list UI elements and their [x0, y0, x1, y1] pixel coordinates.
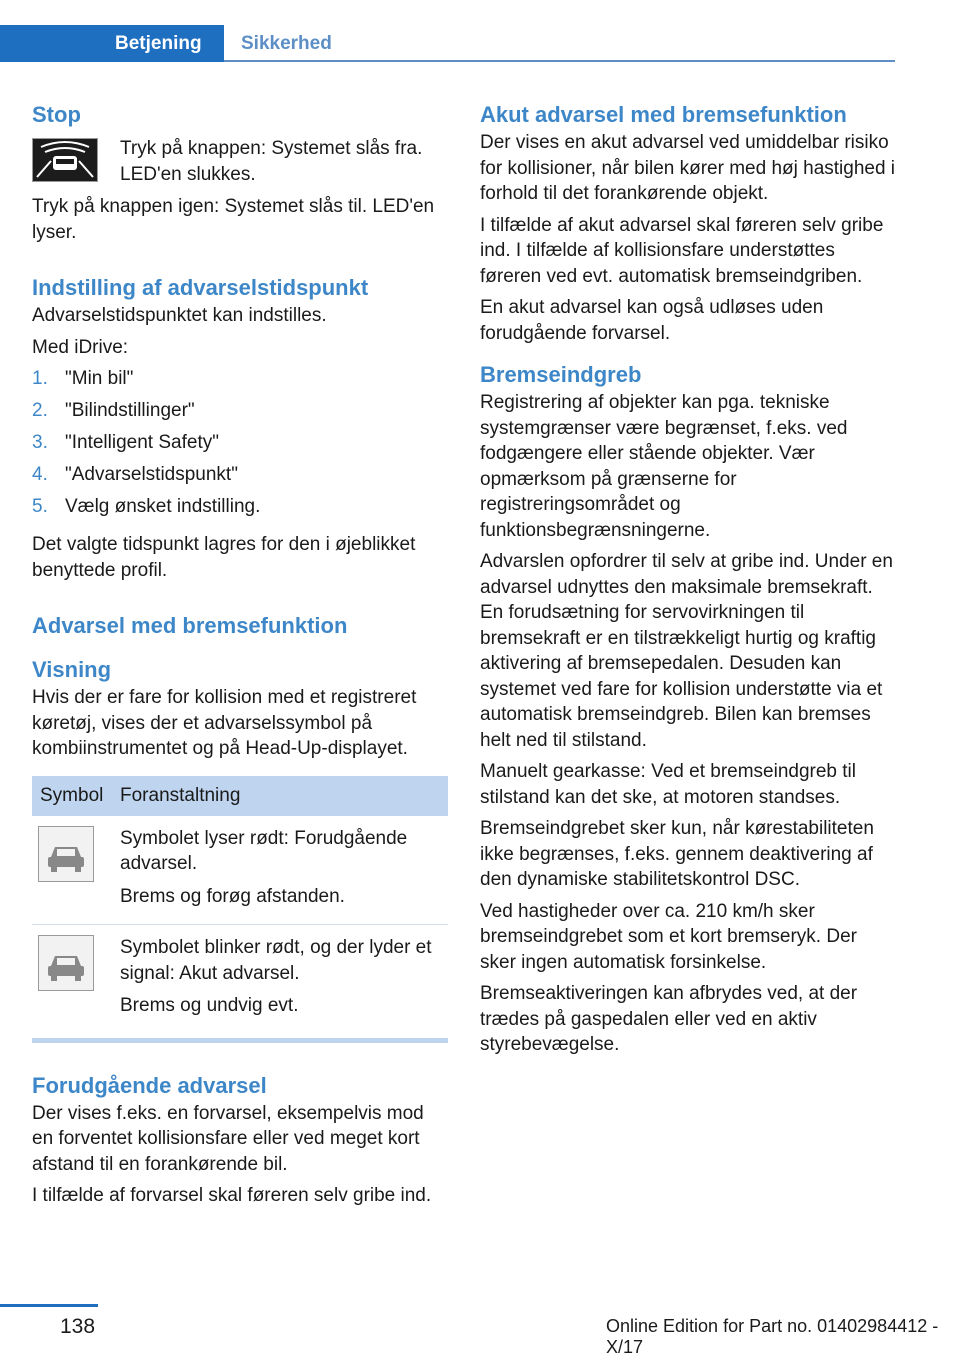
step-number: 3. — [32, 432, 48, 453]
pre-warning-p1: Der vises f.eks. en forvarsel, eksempelvis mod en forventet kollisionsfare eller ved meget kort afstand til en forankørende bil. — [32, 1102, 424, 1175]
action-line-2: Brems og forøg afstanden. — [120, 885, 345, 907]
action-line-1: Symbolet blinker rødt, og der lyder et signal: Akut advarsel. — [120, 937, 432, 984]
table-header — [32, 776, 448, 816]
step-number: 2. — [32, 400, 48, 421]
list-item — [32, 462, 448, 494]
step-text: "Intelligent Safety" — [65, 432, 219, 453]
timing-p2: Med iDrive: — [32, 336, 129, 358]
lane-warning-button-icon — [32, 138, 98, 182]
left-column — [32, 100, 448, 1215]
timing-p1: Advarselstidspunktet kan indstilles. — [32, 305, 327, 326]
idrive-steps — [32, 366, 448, 526]
stop-heading: Stop — [32, 102, 81, 127]
stop-text-2: Tryk på knappen igen: Systemet slås til. LED'en lyser. — [32, 196, 435, 243]
tab-sikkerhed[interactable]: Sikkerhed — [241, 33, 332, 54]
column-header-symbol: Symbol — [32, 776, 120, 816]
page-number: 138 — [60, 1315, 96, 1338]
step-number: 4. — [32, 464, 48, 485]
step-number: 5. — [32, 496, 48, 517]
brake-warning-heading: Advarsel med bremsefunktion — [32, 613, 348, 638]
action-line-1: Symbolet lyser rødt: Forudgående advarsel. — [120, 827, 408, 874]
car-warning-icon — [38, 935, 94, 991]
step-text: "Min bil" — [65, 368, 134, 389]
braking-p5: Ved hastigheder over ca. 210 km/h sker bremseindgrebet som et kort bremseryk. Der sker ingen automatisk forsinkelse. — [480, 900, 857, 973]
timing-p3: Det valgte tidspunkt lagres for den i øjeblikket benyttede profil. — [32, 534, 416, 581]
braking-p1: Registrering af objekter kan pga. tekniske systemgrænser være begrænset, f.eks. ved fodgængere eller stående objekter. Vær opmærksom på grænserne for registreringsområdet og funktionsbegrænsningerne. — [480, 392, 848, 541]
stop-text: Tryk på knappen: Systemet slås fra. LED'en slukkes. — [120, 138, 423, 185]
action-line-2: Brems og undvig evt. — [120, 995, 299, 1016]
stop-row — [32, 136, 448, 187]
list-item — [32, 494, 448, 526]
braking-p2: Advarslen opfordrer til selv at gribe ind. Under en advarsel udnyttes den maksimale bremsekraft. En forudsætning for servovirkningen til bremsekraft er en tilstrækkeligt hurtig og kraftig aktivering af bremsepedalen. Desuden kan systemet ved fare for kollision understøtte via et automatisk bremseindgreb. Bilen kan bremses helt ned til stilstand. — [480, 551, 893, 751]
header-tabs — [0, 0, 895, 62]
braking-p4: Bremseindgrebet sker kun, når kørestabiliteten ikke begrænses, f.eks. gennem deaktivering af den dynamiske stabilitetskontrol DSC. — [480, 818, 874, 890]
footer-rule — [0, 1304, 98, 1307]
list-item — [32, 398, 448, 430]
braking-p6: Bremseaktiveringen kan afbrydes ved, at der trædes på gaspedalen eller ved en aktiv styrebevægelse. — [480, 983, 858, 1055]
symbol-cell — [32, 816, 120, 925]
table-bottom-rule — [32, 1038, 448, 1043]
pre-warning-p2: I tilfælde af forvarsel skal føreren selv gribe ind. — [32, 1185, 432, 1206]
visning-heading: Visning — [32, 657, 112, 682]
table-row — [32, 925, 448, 1034]
braking-heading: Bremseindgreb — [480, 362, 642, 387]
column-header-action: Foranstaltning — [120, 776, 448, 816]
acute-heading: Akut advarsel med bremsefunktion — [480, 102, 847, 127]
right-column — [480, 100, 896, 1064]
step-text: "Bilindstillinger" — [65, 400, 195, 421]
tab-underline — [224, 60, 895, 62]
timing-heading: Indstilling af advarselstidspunkt — [32, 275, 369, 300]
action-cell — [120, 816, 448, 925]
step-text: Vælg ønsket indstilling. — [65, 496, 261, 517]
step-text: "Advarselstidspunkt" — [65, 464, 238, 485]
car-warning-icon — [38, 826, 94, 882]
acute-p2: I tilfælde af akut advarsel skal føreren selv gribe ind. I tilfælde af kollisionsfare understøttes føreren ved evt. automatisk bremseindgriben. — [480, 214, 884, 287]
action-cell — [120, 925, 448, 1034]
acute-p1: Der vises en akut advarsel ved umiddelbar risiko for kollisioner, når bilen kører med høj hastighed i forhold til det forankørende objekt. — [480, 132, 896, 204]
step-number: 1. — [32, 368, 48, 389]
list-item — [32, 366, 448, 398]
list-item — [32, 430, 448, 462]
table-row — [32, 816, 448, 925]
tab-betjening[interactable]: Betjening — [0, 25, 224, 62]
visning-text: Hvis der er fare for kollision med et registreret køretøj, vises der et advarselssymbol på kombiinstrumentet og på Head-Up-displayet. — [32, 687, 417, 759]
braking-p3: Manuelt gearkasse: Ved et bremseindgreb til stilstand kan det ske, at motoren standses. — [480, 761, 856, 808]
acute-p3: En akut advarsel kan også udløses uden forudgående forvarsel. — [480, 297, 824, 344]
pre-warning-heading: Forudgående advarsel — [32, 1072, 267, 1098]
symbol-cell — [32, 925, 120, 1034]
symbol-table — [32, 776, 448, 1034]
edition-note: Online Edition for Part no. 01402984412 - X/17 — [606, 1316, 939, 1357]
